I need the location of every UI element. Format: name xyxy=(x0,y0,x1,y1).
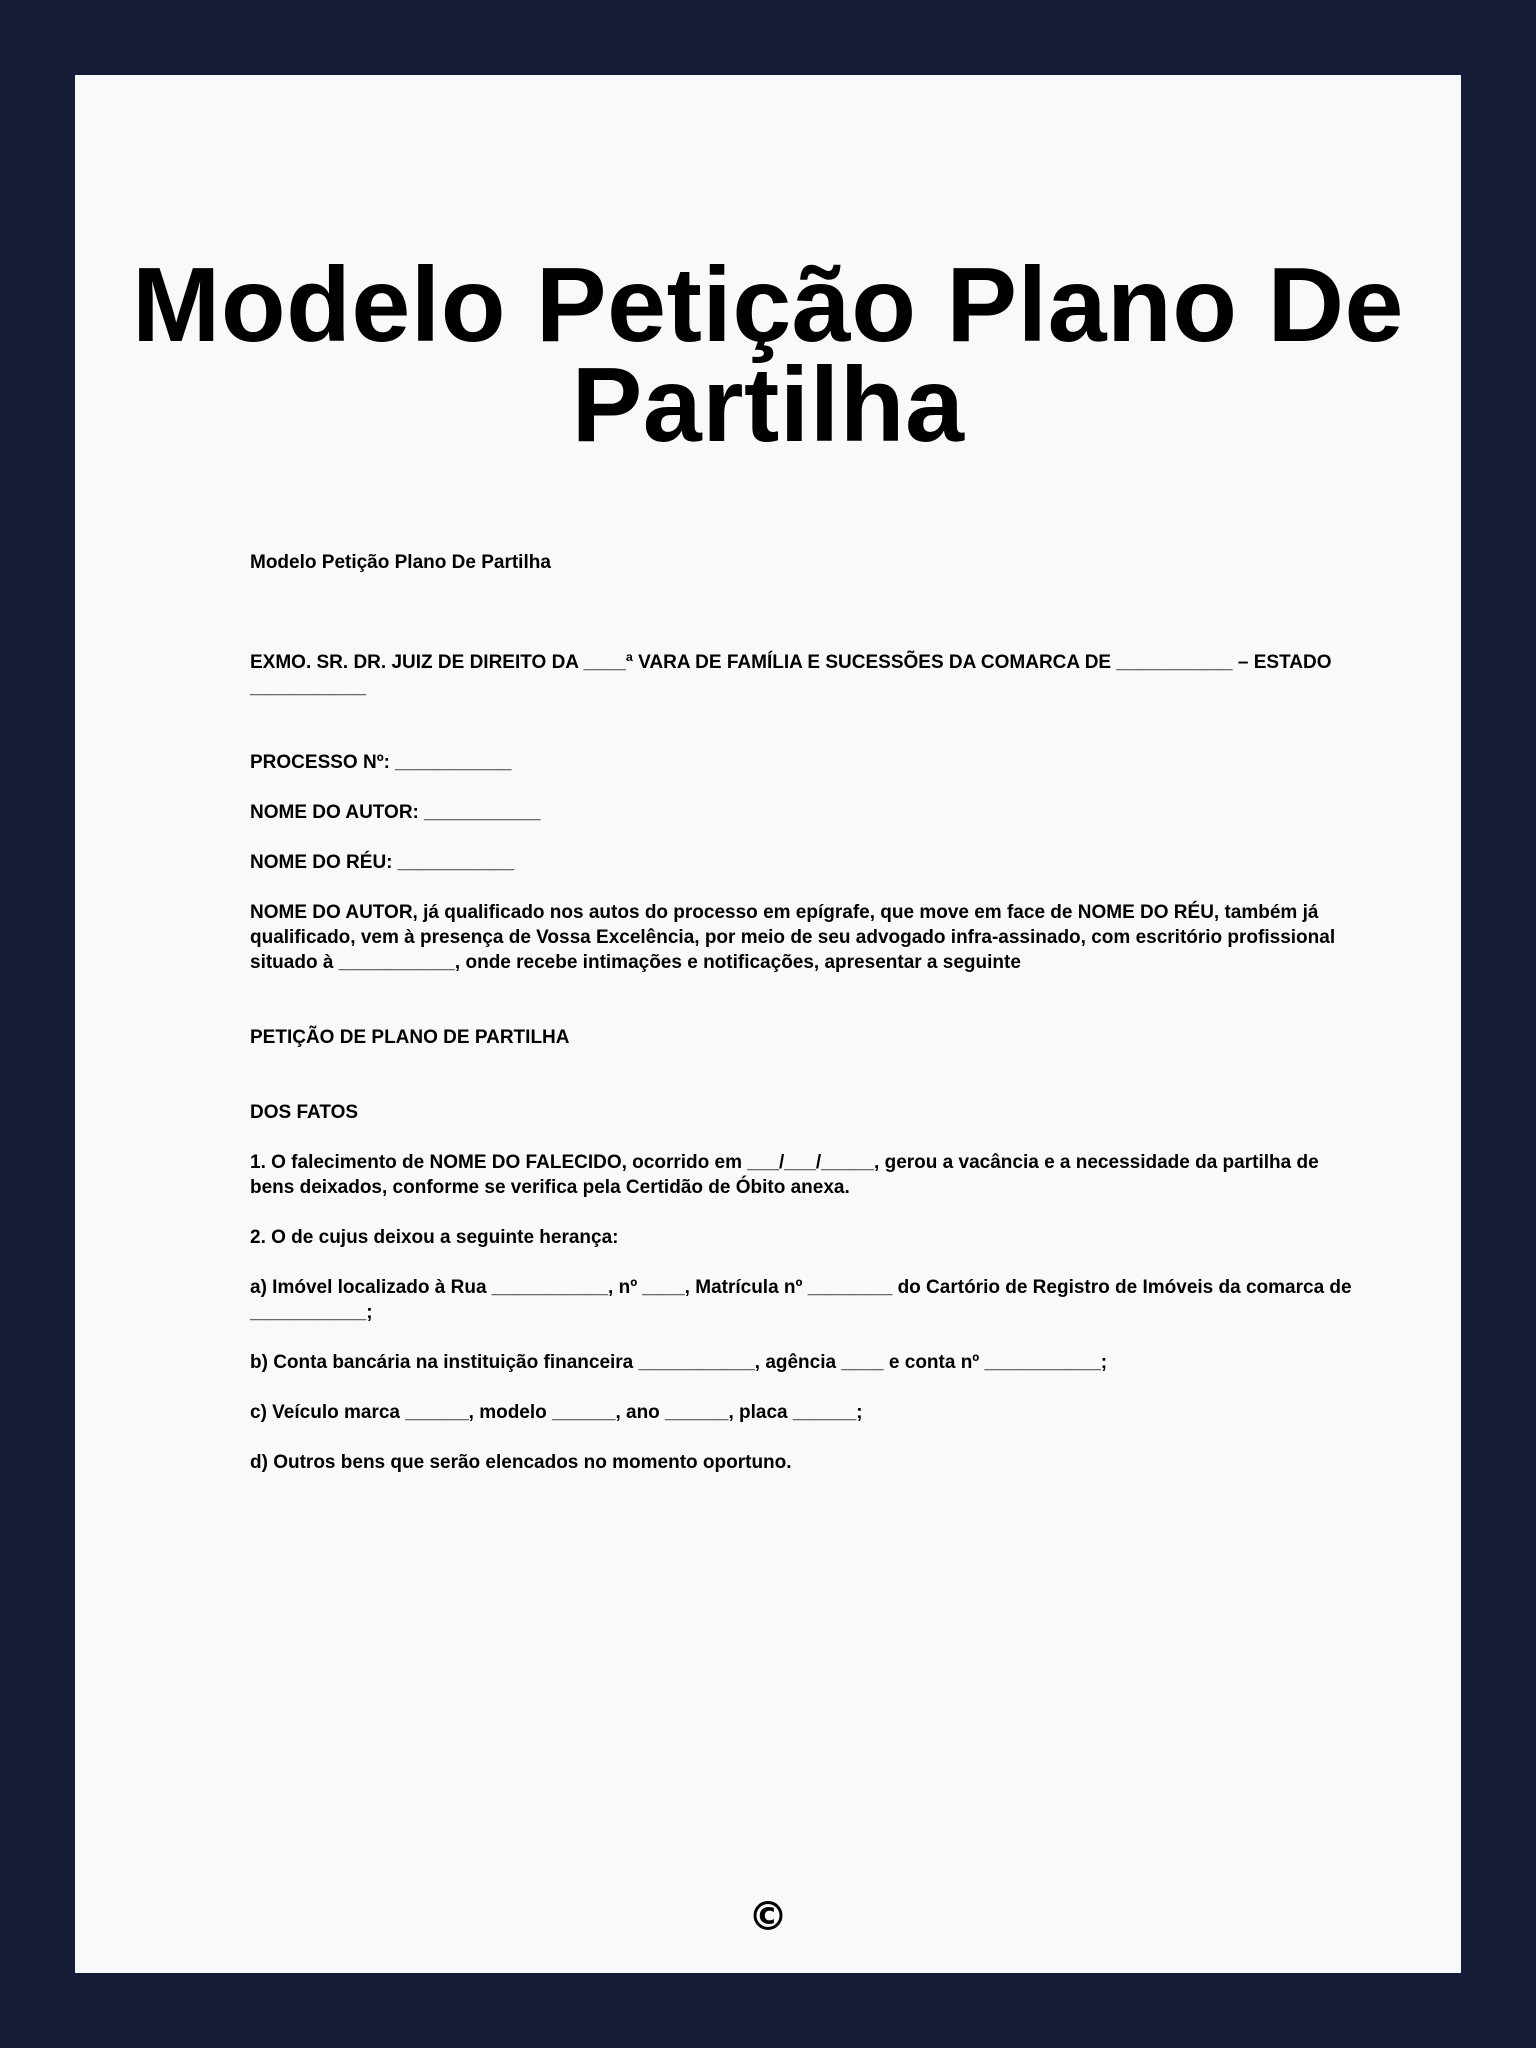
asset-d-paragraph: d) Outros bens que serão elencados no momento oportuno. xyxy=(250,1452,792,1473)
author-name-paragraph: NOME DO AUTOR: ___________ xyxy=(250,802,541,823)
copyright-icon: © xyxy=(748,1894,788,1940)
document-body xyxy=(250,550,1360,1475)
facts-heading: DOS FATOS xyxy=(250,1102,359,1123)
document-title: Modelo Petição Plano De Partilha xyxy=(132,246,1404,464)
document-page xyxy=(75,75,1461,1973)
subtitle-paragraph: Modelo Petição Plano De Partilha xyxy=(250,552,551,573)
process-number-paragraph: PROCESSO Nº: ___________ xyxy=(250,752,512,773)
petition-heading: PETIÇÃO DE PLANO DE PARTILHA xyxy=(250,1027,570,1048)
introduction-paragraph: NOME DO AUTOR, já qualificado nos autos do processo em epígrafe, que move em face de NOME DO RÉU, também já qualificado, vem à presença de Vossa Excelência, por meio de seu advogado infra-assinado, com escritório profissional situado à ___________, onde recebe intimações e notificações, apresentar a seguinte xyxy=(250,902,1336,973)
fact-1-paragraph: 1. O falecimento de NOME DO FALECIDO, ocorrido em ___/___/_____, gerou a vacância e a necessidade da partilha de bens deixados, conforme se verifica pela Certidão de Óbito anexa. xyxy=(250,1152,1319,1198)
asset-b-paragraph: b) Conta bancária na instituição financeira ___________, agência ____ e conta nº ___________; xyxy=(250,1352,1108,1373)
asset-a-paragraph: a) Imóvel localizado à Rua ___________, nº ____, Matrícula nº ________ do Cartório de Registro de Imóveis da comarca de ___________; xyxy=(250,1277,1352,1323)
fact-2-paragraph: 2. O de cujus deixou a seguinte herança: xyxy=(250,1227,619,1248)
defendant-name-paragraph: NOME DO RÉU: ___________ xyxy=(250,852,515,873)
asset-c-paragraph: c) Veículo marca ______, modelo ______, ano ______, placa ______; xyxy=(250,1402,863,1423)
court-address-paragraph: EXMO. SR. DR. JUIZ DE DIREITO DA ____ª VARA DE FAMÍLIA E SUCESSÕES DA COMARCA DE ___________ – ESTADO ___________ xyxy=(250,652,1332,698)
